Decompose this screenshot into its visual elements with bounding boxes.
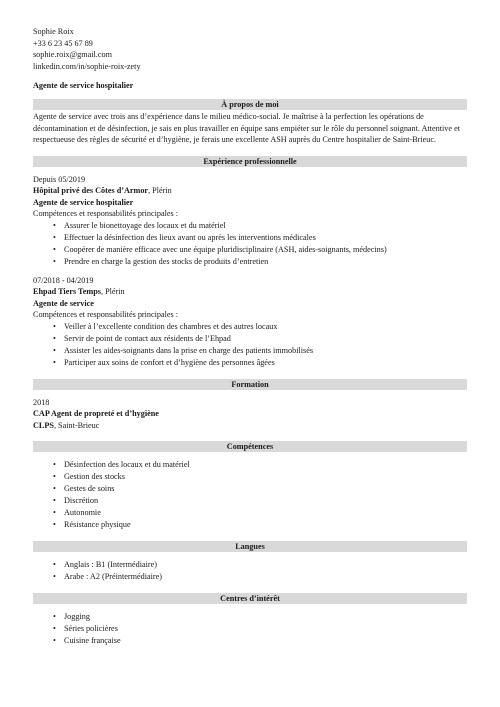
education-diploma: CAP Agent de propreté et d’hygiène (33, 409, 159, 418)
experience-employer-line (33, 286, 467, 298)
contact-block (33, 26, 467, 72)
experience-role: Agente de service (33, 298, 94, 308)
list-item: • Jogging (53, 611, 467, 623)
interests-list (33, 611, 467, 647)
languages-list (33, 559, 467, 583)
experience-entry (33, 174, 467, 268)
list-item: • Coopérer de manière efficace avec une équipe pluridisciplinaire (ASH, aides-soignants, médecins) (53, 244, 467, 256)
experience-employer: Ehpad Tiers Temps (33, 287, 101, 296)
section-header-skills: Compétences (33, 441, 467, 452)
contact-linkedin[interactable]: linkedin.com/in/sophie-roix-zety (33, 61, 141, 71)
list-item: • Assister les aides-soignants dans la prise en charge des patients immobilisés (53, 345, 467, 357)
experience-location: , Plérin (100, 287, 125, 296)
contact-email[interactable]: sophie.roix@gmail.com (33, 50, 112, 59)
headline: Agente de service hospitalier (33, 81, 134, 90)
list-item: • Anglais : B1 (Intermédiaire) (53, 559, 467, 571)
section-header-experience: Expérience professionnelle (33, 156, 467, 167)
contact-name: Sophie Roix (33, 27, 74, 36)
list-item: • Discrétion (53, 495, 467, 507)
education-location: , Saint-Brieuc (53, 420, 100, 430)
list-item: • Arabe : A2 (Préintermédiaire) (53, 571, 467, 583)
experience-duties (33, 321, 467, 369)
list-item: • Servir de point de contact aux résidents de l’Ehpad (53, 333, 467, 345)
experience-dates: Depuis 05/2019 (33, 174, 86, 184)
experience-duties (33, 220, 467, 268)
list-item: • Assurer le bionettoyage des locaux et du matériel (53, 220, 467, 232)
resume-page (33, 26, 467, 647)
experience-dates: 07/2018 - 04/2019 (33, 275, 94, 285)
list-item: • Gestion des stocks (53, 471, 467, 483)
experience-intro: Compétences et responsabilités principales : (33, 209, 179, 218)
education-school-line (33, 420, 467, 432)
education-school: CLPS (33, 420, 54, 430)
experience-entry (33, 275, 467, 369)
list-item: • Résistance physique (53, 519, 467, 531)
experience-intro: Compétences et responsabilités principales : (33, 310, 179, 319)
education-year: 2018 (33, 397, 50, 407)
experience-employer: Hôpital privé des Côtes d’Armor (33, 186, 149, 195)
education-entry (33, 397, 467, 432)
list-item: • Gestes de soins (53, 483, 467, 495)
section-header-education: Formation (33, 379, 467, 390)
section-header-about: À propos de moi (33, 99, 467, 110)
list-item: • Cuisine française (53, 635, 467, 647)
section-header-languages: Langues (33, 541, 467, 552)
experience-location: , Plérin (148, 186, 172, 195)
list-item: • Séries policières (53, 623, 467, 635)
skills-list (33, 459, 467, 531)
experience-employer-line (33, 185, 467, 197)
experience-role: Agente de service hospitalier (33, 197, 134, 207)
list-item: • Autonomie (53, 507, 467, 519)
list-item: • Veiller à l’excellente condition des chambres et des autres locaux (53, 321, 467, 333)
list-item: • Effectuer la désinfection des lieux avant ou après les interventions médicales (53, 232, 467, 244)
list-item: • Désinfection des locaux et du matériel (53, 459, 467, 471)
section-header-interests: Centres d’intérêt (33, 593, 467, 604)
contact-phone: +33 6 23 45 67 89 (33, 38, 93, 48)
about-text: Agente de service avec trois ans d’expérience dans le milieu médico-social. Je maîtrise à la perfection les opérations de décontamination et de désinfection, je sais en plus travailler en équipe sans empiéter sur le rôle du personnel soignant. Attentive et respectueuse des règles de sécurité et d’hygiène, je ferais une excellente ASH auprès du Centre hospitalier de Saint-Brieuc. (33, 112, 460, 144)
list-item: • Participer aux soins de confort et d’hygiène des personnes âgées (53, 357, 467, 369)
list-item: • Prendre en charge la gestion des stocks de produits d’entretien (53, 256, 467, 268)
